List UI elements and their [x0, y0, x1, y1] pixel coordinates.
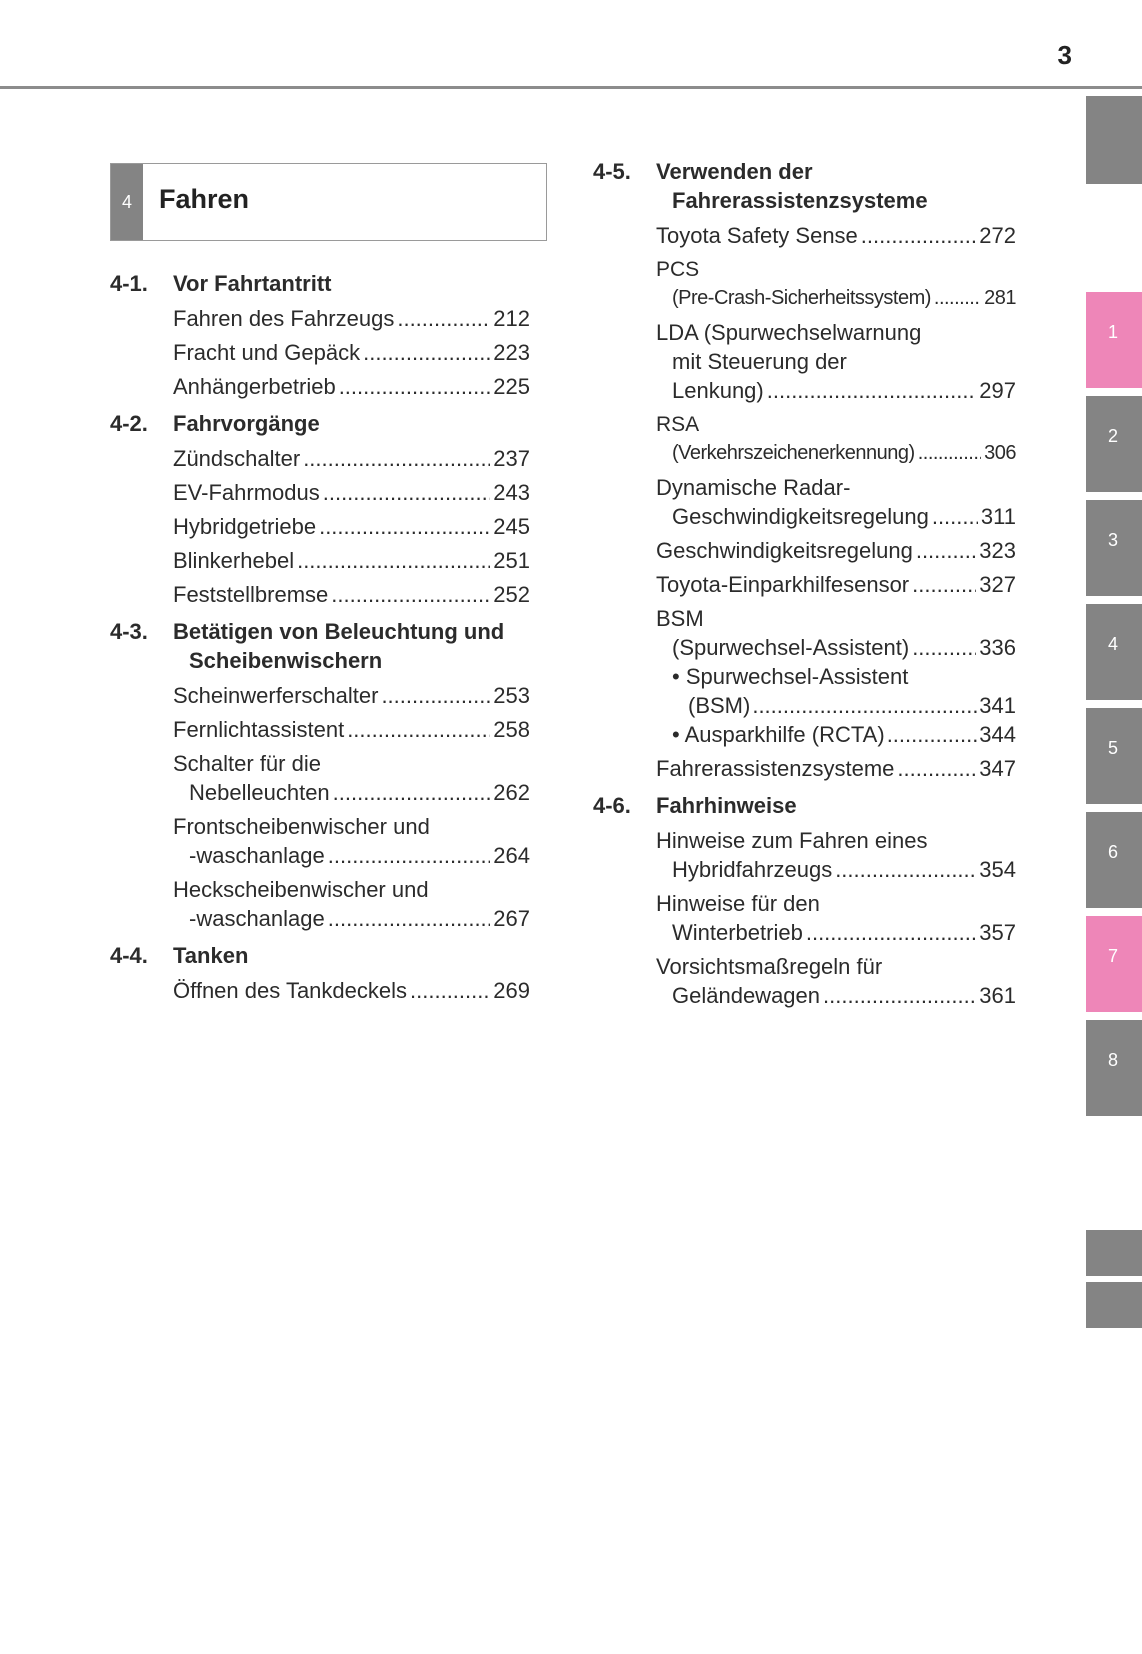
entry-title: (Verkehrszeichenerkennung) — [672, 442, 915, 464]
side-tab-1[interactable] — [1086, 292, 1142, 388]
side-tab-label: 4 — [1108, 634, 1119, 654]
toc-entry[interactable] — [110, 976, 530, 1005]
toc-entry[interactable] — [110, 580, 530, 609]
section-title: Fahrvorgänge — [173, 411, 320, 436]
header-rule — [0, 86, 1142, 89]
side-tab-label: 3 — [1108, 530, 1119, 550]
side-tab-blank-lower-1[interactable] — [1086, 1230, 1142, 1276]
entry-page: 281 — [984, 287, 1016, 309]
section-number: 4-3. — [110, 619, 148, 644]
entry-title: Winterbetrieb — [672, 920, 803, 945]
side-tab-7[interactable] — [1086, 916, 1142, 1012]
toc-entry[interactable] — [593, 221, 1016, 250]
section-title — [173, 617, 530, 675]
entry-title: Feststellbremse — [173, 582, 329, 607]
entry-title: Fracht und Gepäck — [173, 340, 361, 365]
entry-title-line: mit Steuerung der — [672, 349, 847, 374]
toc-entry[interactable] — [110, 512, 530, 541]
toc-entry[interactable] — [593, 570, 1016, 599]
entry-title: Fernlichtassistent — [173, 717, 345, 742]
entry-page: 354 — [979, 857, 1016, 882]
toc-entry[interactable] — [110, 812, 530, 870]
entry-page: 225 — [493, 374, 530, 399]
toc-entry[interactable] — [593, 536, 1016, 565]
entry-page: 269 — [493, 978, 530, 1003]
toc-entry[interactable] — [593, 889, 1016, 947]
entry-page: 344 — [979, 722, 1016, 747]
section-title-line: Verwenden der — [656, 159, 813, 184]
entry-title-line: LDA (Spurwechselwarnung — [656, 320, 922, 345]
entry-title: -waschanlage — [189, 906, 325, 931]
entry-title: Öffnen des Tankdeckels — [173, 978, 408, 1003]
entry-page: 264 — [493, 843, 530, 868]
entry-title-line: Vorsichtsmaßregeln für — [656, 954, 883, 979]
toc-entry[interactable] — [593, 952, 1016, 1010]
toc-entry[interactable] — [110, 749, 530, 807]
entry-page: 327 — [979, 572, 1016, 597]
entry-page: 361 — [979, 983, 1016, 1008]
entry-title: Geschwindigkeitsregelung — [672, 504, 929, 529]
chapter-number: 4 — [111, 164, 143, 240]
section-title: Fahrhinweise — [656, 793, 797, 818]
section-number: 4-1. — [110, 271, 148, 296]
toc-entry[interactable] — [593, 255, 1016, 313]
section-title-line: Fahrerassistenzsysteme — [672, 188, 928, 213]
side-tab-blank-lower-2[interactable] — [1086, 1282, 1142, 1328]
entry-title: Fahrerassistenzsysteme — [656, 756, 895, 781]
section-heading — [593, 157, 1016, 215]
section-heading — [110, 409, 530, 438]
side-tab-8[interactable] — [1086, 1020, 1142, 1116]
side-tab-label: 7 — [1108, 946, 1119, 966]
entry-title-line: BSM — [656, 606, 704, 631]
entry-page: 297 — [979, 378, 1016, 403]
entry-page: 223 — [493, 340, 530, 365]
entry-title: Fahren des Fahrzeugs — [173, 306, 395, 331]
side-tab-label: 6 — [1108, 842, 1119, 862]
section-heading — [110, 941, 530, 970]
entry-page: 323 — [979, 538, 1016, 563]
chapter-header — [110, 163, 547, 241]
entry-page: 272 — [979, 223, 1016, 248]
entry-title: Toyota Safety Sense — [656, 223, 858, 248]
entry-title-line: Frontscheibenwischer und — [173, 814, 430, 839]
toc-sub-entry[interactable] — [593, 720, 1016, 749]
toc-entry[interactable] — [593, 754, 1016, 783]
entry-page: 306 — [984, 442, 1016, 464]
section-title-line: Scheibenwischern — [189, 648, 383, 673]
section-heading — [110, 269, 530, 298]
entry-page: 336 — [979, 635, 1016, 660]
entry-page: 347 — [979, 756, 1016, 781]
toc-entry[interactable] — [110, 478, 530, 507]
chapter-title: Fahren — [159, 184, 250, 214]
side-tab-5[interactable] — [1086, 708, 1142, 804]
toc-sub-entry[interactable] — [593, 662, 1016, 720]
side-tab-label: 1 — [1108, 322, 1119, 342]
entry-page: 357 — [979, 920, 1016, 945]
entry-page: 251 — [493, 548, 530, 573]
entry-title: (Spurwechsel-Assistent) — [672, 635, 910, 660]
entry-title: Scheinwerferschalter — [173, 683, 379, 708]
section-title — [656, 157, 1016, 215]
entry-title-line: Dynamische Radar- — [656, 475, 851, 500]
entry-title-line: Schalter für die — [173, 751, 321, 776]
entry-title-line: • Spurwechsel-Assistent — [672, 664, 909, 689]
entry-title: • Ausparkhilfe (RCTA) — [672, 722, 885, 747]
side-tab-2[interactable] — [1086, 396, 1142, 492]
toc-entry[interactable] — [593, 826, 1016, 884]
section-heading — [593, 791, 1016, 820]
entry-title: Zündschalter — [173, 446, 301, 471]
section-title: Tanken — [173, 943, 249, 968]
entry-title: Lenkung) — [672, 378, 764, 403]
entry-title: EV-Fahrmodus — [173, 480, 320, 505]
entry-title: Anhängerbetrieb — [173, 374, 336, 399]
toc-entry[interactable] — [110, 546, 530, 575]
entry-title: Hybridfahrzeugs — [672, 857, 833, 882]
section-number: 4-6. — [593, 793, 631, 818]
side-tab-4[interactable] — [1086, 604, 1142, 700]
toc-entry[interactable] — [593, 473, 1016, 531]
toc-entry[interactable] — [593, 604, 1016, 662]
entry-title: -waschanlage — [189, 843, 325, 868]
toc-entry[interactable] — [110, 715, 530, 744]
entry-page: 253 — [493, 683, 530, 708]
section-number: 4-2. — [110, 411, 148, 436]
toc-entry[interactable] — [593, 318, 1016, 405]
side-tab-6[interactable] — [1086, 812, 1142, 908]
toc-entry[interactable] — [110, 875, 530, 933]
entry-page: 262 — [493, 780, 530, 805]
entry-title-line: Hinweise zum Fahren eines — [656, 828, 928, 853]
side-tab-label: 8 — [1108, 1050, 1119, 1070]
section-title-line: Betätigen von Beleuchtung und — [173, 619, 505, 644]
entry-title: Geländewagen — [672, 983, 821, 1008]
toc-entry[interactable] — [110, 304, 530, 333]
section-number: 4-4. — [110, 943, 148, 968]
entry-page: 237 — [493, 446, 530, 471]
entry-title: Blinkerhebel — [173, 548, 295, 573]
entry-page: 267 — [493, 906, 530, 931]
entry-title: (Pre-Crash-Sicherheitssystem) — [672, 287, 931, 309]
entry-page: 311 — [980, 504, 1016, 529]
side-tab-blank-top[interactable] — [1086, 96, 1142, 184]
entry-title-line: Hinweise für den — [656, 891, 820, 916]
section-title: Vor Fahrtantritt — [173, 271, 332, 296]
page-number: 3 — [1057, 40, 1072, 70]
toc-right-column — [593, 157, 1016, 1015]
toc-entry[interactable] — [110, 681, 530, 710]
toc-entry[interactable] — [110, 372, 530, 401]
toc-left-column — [110, 269, 530, 1010]
entry-title-line: Heckscheibenwischer und — [173, 877, 429, 902]
entry-page: 252 — [493, 582, 530, 607]
side-tab-label: 2 — [1108, 426, 1119, 446]
side-tab-label: 5 — [1108, 738, 1119, 758]
entry-title-line: PCS — [656, 258, 700, 281]
entry-title: (BSM) — [688, 693, 751, 718]
toc-entry[interactable] — [110, 338, 530, 367]
entry-page: 245 — [493, 514, 530, 539]
toc-entry[interactable] — [110, 444, 530, 473]
toc-entry[interactable] — [593, 410, 1016, 468]
side-tab-3[interactable] — [1086, 500, 1142, 596]
section-number: 4-5. — [593, 159, 631, 184]
entry-title-line: RSA — [656, 413, 700, 436]
entry-title: Toyota-Einparkhilfesensor — [656, 572, 910, 597]
entry-title: Hybridgetriebe — [173, 514, 317, 539]
entry-page: 212 — [493, 306, 530, 331]
section-heading — [110, 617, 530, 675]
entry-title: Geschwindigkeitsregelung — [656, 538, 913, 563]
entry-page: 341 — [979, 693, 1016, 718]
entry-page: 243 — [493, 480, 530, 505]
entry-page: 258 — [493, 717, 530, 742]
entry-title: Nebelleuchten — [189, 780, 330, 805]
